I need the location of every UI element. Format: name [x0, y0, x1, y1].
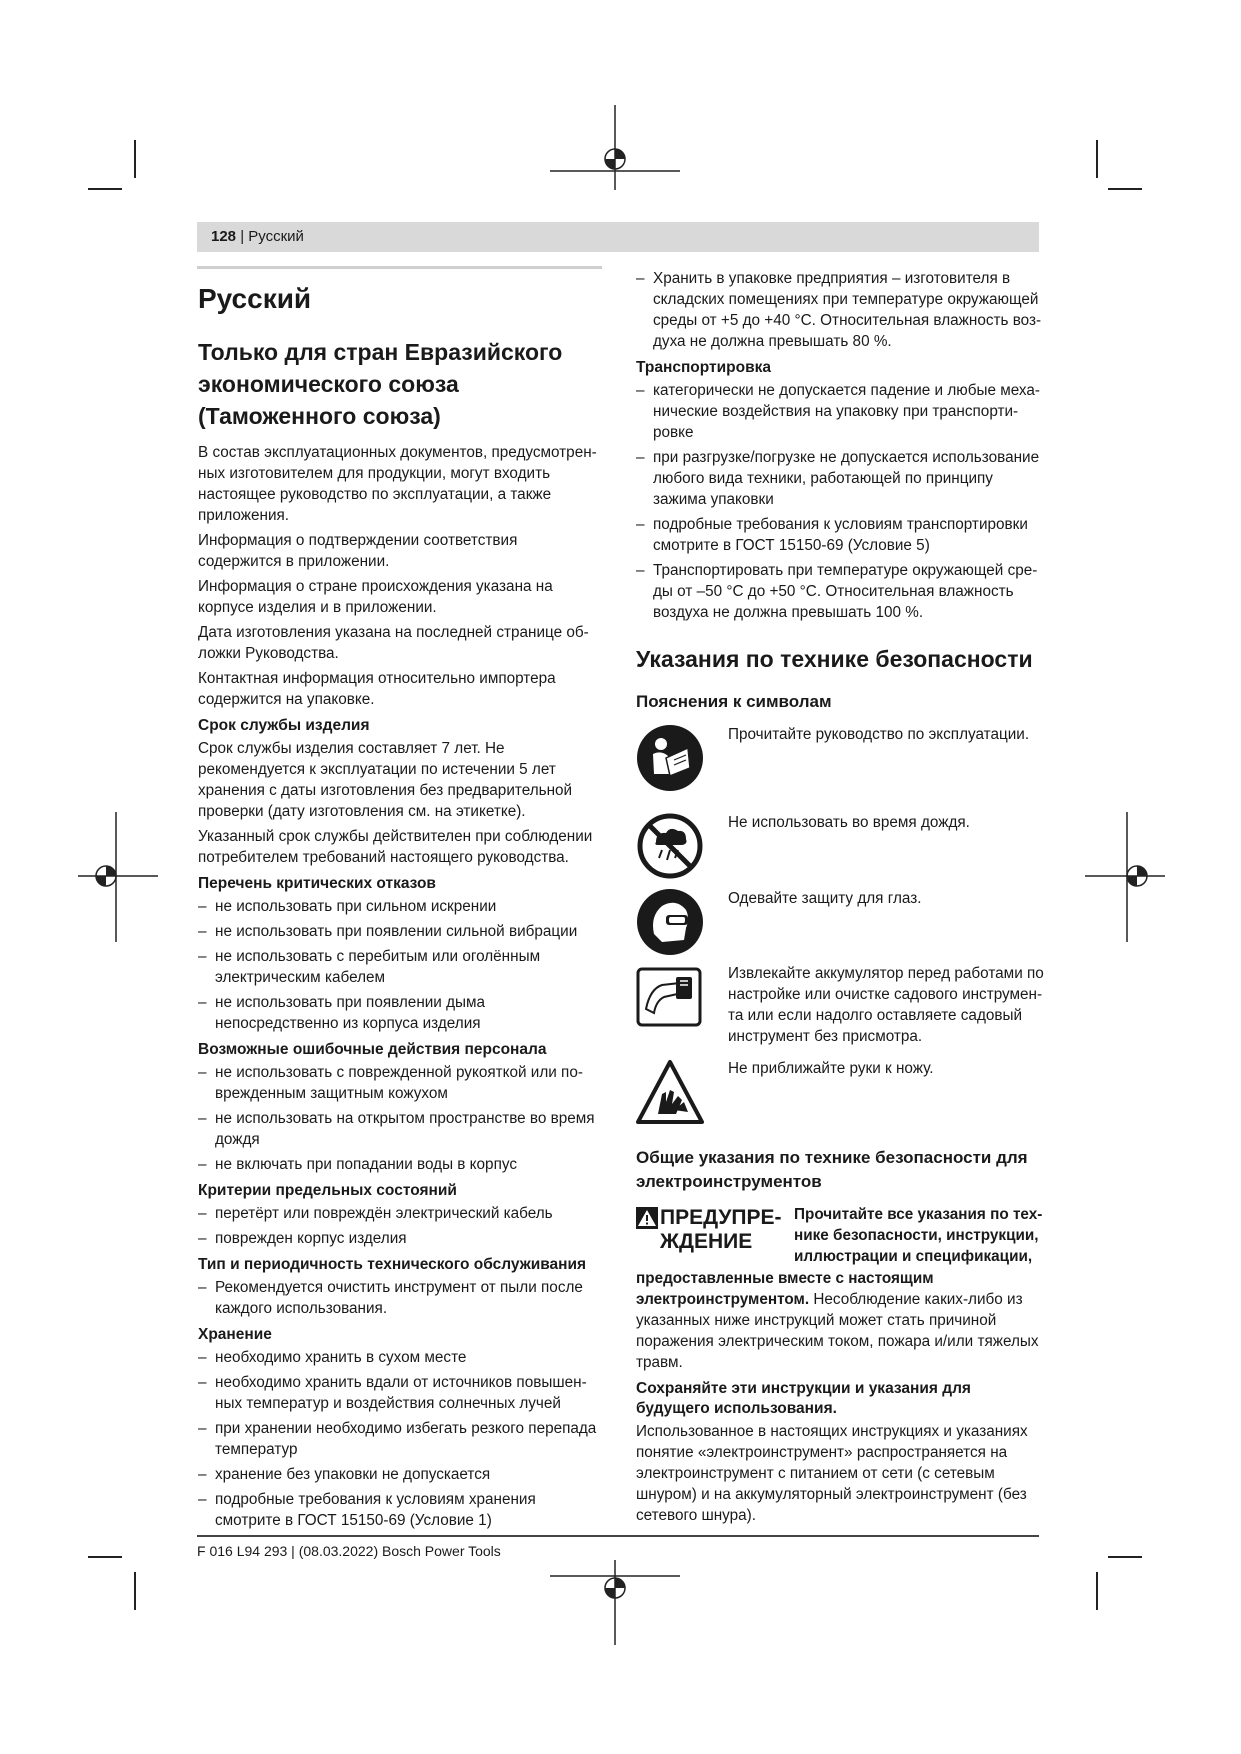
header-language: Русский — [248, 228, 304, 245]
maintenance-heading: Тип и периодичность технического обслуживания — [198, 1256, 587, 1273]
symbol-row — [636, 963, 1046, 1053]
keep-instructions-text: Использованное в настоящих инструкциях и указаниях понятие «электроинструмент» распространяется на электроинструмент с питанием от сети (с сетевым шнуром) и на аккумуляторный электроинструмент (без сетевого шнура). — [636, 1423, 1028, 1524]
eye-protection-icon — [636, 888, 704, 956]
registration-mark-left — [78, 812, 158, 942]
list-item: – при разгрузке/погрузке не допускается использование любого вида техники, работающей по принципу зажима упаковки — [636, 447, 1046, 510]
left-column — [198, 282, 600, 1535]
symbol-row — [636, 888, 1046, 958]
no-rain-icon — [636, 812, 704, 880]
symbols-heading: Пояснения к символам — [636, 692, 832, 711]
page-header: 128 | Русский — [197, 222, 1039, 252]
list-item: – необходимо хранить в сухом месте — [198, 1347, 600, 1368]
registration-mark-bottom — [550, 1560, 680, 1650]
crop-mark — [1096, 1572, 1098, 1610]
list-item: – не использовать при сильном искрении — [198, 896, 600, 917]
section-subtitle: Только для стран Евразийского экономического союза (Таможенного союза) — [198, 339, 563, 429]
crop-mark — [1108, 1556, 1142, 1558]
safety-title: Указания по технике безопасности — [636, 646, 1033, 672]
symbol-text: Не использовать во время дождя. — [728, 814, 970, 831]
maintenance-list — [198, 1277, 600, 1319]
warning-text: Несоблюдение каких-либо из указанных ниже инструкций может стать причиной поражения электрическим током, пожара и/или тяжелых травм. — [636, 1291, 1039, 1371]
registration-mark-top — [550, 105, 680, 195]
limit-states-heading: Критерии предельных состояний — [198, 1182, 457, 1199]
keep-instructions-heading: Сохраняйте эти инструкции и указания для будущего использования. — [636, 1380, 971, 1417]
left-column-rule — [197, 266, 602, 269]
crop-mark — [88, 188, 122, 190]
page-footer: F 016 L94 293 | (08.03.2022) Bosch Power Tools — [197, 1543, 501, 1559]
storage-list — [198, 1347, 600, 1531]
list-item: – Транспортировать при температуре окружающей среды от –50 °C до +50 °C. Относительная влажность воздуха не должна превышать 100 %. — [636, 560, 1046, 623]
list-item: – не использовать с поврежденной рукояткой или поврежденным защитным кожухом — [198, 1062, 600, 1104]
crop-mark — [134, 1572, 136, 1610]
section-title: Русский — [198, 283, 312, 314]
symbol-text: Одевайте защиту для глаз. — [728, 890, 922, 907]
warning-bold-side: Прочитайте все указания по технике безопасности, инструкции, иллюстрации и спецификации, — [794, 1206, 1043, 1265]
crop-mark — [88, 1556, 122, 1558]
crop-mark — [1108, 188, 1142, 190]
crop-mark — [1096, 140, 1098, 178]
storage-continued-list — [636, 268, 1046, 352]
list-item: – подробные требования к условиям транспортировки смотрите в ГОСТ 15150-69 (Условие 5) — [636, 514, 1046, 556]
symbol-text: Не приближайте руки к ножу. — [728, 1060, 934, 1077]
transport-heading: Транспортировка — [636, 359, 772, 376]
critical-failures-heading: Перечень критических отказов — [198, 875, 436, 892]
service-life-paragraph: Указанный срок службы действителен при соблюдении потребителем требований настоящего руководства. — [198, 828, 593, 866]
list-item: – не использовать с перебитым или оголённым электрическим кабелем — [198, 946, 600, 988]
wrong-actions-list — [198, 1062, 600, 1175]
list-item: – при хранении необходимо избегать резкого перепада температур — [198, 1418, 600, 1460]
intro-paragraph: Контактная информация относительно импортера содержится на упаковке. — [198, 670, 556, 708]
intro-paragraph: Информация о подтверждении соответствия содержится в приложении. — [198, 532, 518, 570]
critical-failures-list — [198, 896, 600, 1034]
service-life-heading: Срок службы изделия — [198, 717, 370, 734]
list-item: – перетёрт или повреждён электрический кабель — [198, 1203, 600, 1224]
general-safety-heading: Общие указания по технике безопасности для электроинструментов — [636, 1148, 1028, 1191]
intro-paragraph: Информация о стране происхождения указана на корпусе изделия и в приложении. — [198, 578, 553, 616]
list-item: – категорически не допускается падение и любые механические воздействия на упаковку при транспортировке — [636, 380, 1046, 443]
list-item: – Хранить в упаковке предприятия – изготовителя в складских помещениях при температуре окружающей среды от +5 до +40 °C. Относительная влажность воздуха не должна превышать 80 %. — [636, 268, 1046, 352]
registration-mark-right — [1085, 812, 1165, 942]
list-item: – не использовать при появлении сильной вибрации — [198, 921, 600, 942]
symbol-row — [636, 724, 1046, 804]
symbol-text: Извлекайте аккумулятор перед работами по настройке или очистке садового инструмента или если надолго оставляете садовый инструмент без присмотра. — [728, 965, 1044, 1045]
warning-label-text: ПРЕДУПРЕЖДЕНИЕ — [660, 1206, 782, 1253]
list-item: – хранение без упаковки не допускается — [198, 1464, 600, 1485]
wrong-actions-heading: Возможные ошибочные действия персонала — [198, 1041, 547, 1058]
symbol-row — [636, 812, 1046, 882]
warning-triangle-icon — [636, 1207, 658, 1229]
page-number: 128 — [211, 228, 237, 245]
intro-paragraph: Дата изготовления указана на последней странице обложки Руководства. — [198, 624, 589, 662]
list-item: – поврежден корпус изделия — [198, 1228, 600, 1249]
limit-states-list — [198, 1203, 600, 1249]
symbol-row — [636, 1058, 1046, 1134]
intro-paragraph: В состав эксплуатационных документов, предусмотренных изготовителем для продукции, могут входить настоящее руководство по эксплуатации, а также приложения. — [198, 444, 597, 524]
list-item: – не использовать на открытом пространстве во время дождя — [198, 1108, 600, 1150]
list-item: – необходимо хранить вдали от источников повышенных температур и воздействия солнечных лучей — [198, 1372, 600, 1414]
remove-battery-icon — [636, 963, 704, 1031]
keep-hands-away-icon — [636, 1058, 704, 1126]
right-column-top — [636, 268, 1046, 627]
storage-heading: Хранение — [198, 1326, 272, 1343]
symbol-text: Прочитайте руководство по эксплуатации. — [728, 726, 1030, 743]
list-item: – подробные требования к условиям хранения смотрите в ГОСТ 15150-69 (Условие 1) — [198, 1489, 600, 1531]
transport-list — [636, 380, 1046, 623]
read-manual-icon — [636, 724, 704, 792]
warning-body — [636, 1268, 1046, 1530]
list-item: – не включать при попадании воды в корпус — [198, 1154, 600, 1175]
list-item: – Рекомендуется очистить инструмент от пыли после каждого использования. — [198, 1277, 600, 1319]
list-item: – не использовать при появлении дыма непосредственно из корпуса изделия — [198, 992, 600, 1034]
crop-mark — [134, 140, 136, 178]
warning-label — [636, 1206, 786, 1254]
service-life-paragraph: Срок службы изделия составляет 7 лет. Не рекомендуется к эксплуатации по истечении 5 лет хранения с даты изготовления без предварительной проверки (дату изготовления см. на этикетке). — [198, 740, 573, 820]
footer-rule — [197, 1535, 1039, 1537]
warning-bold-continued: предоставленные вместе с настоящим электроинструментом. — [636, 1270, 934, 1308]
